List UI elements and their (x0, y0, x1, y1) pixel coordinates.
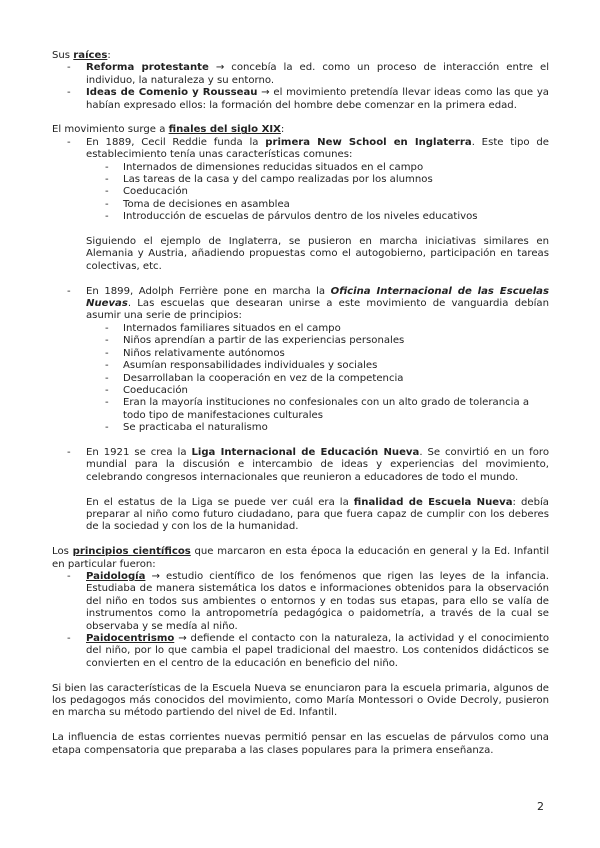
sub-list-item: - Las tareas de la casa y del campo realizadas por los alumnos (105, 174, 433, 186)
sub-list-item: - Internados familiares situados en el campo (105, 322, 341, 334)
sub-list-item: - Niños relativamente autónomos (105, 347, 285, 359)
montessori-paragraph: Si bien las características de la Escuela Nueva se enunciaron para la escuela primaria, algunos de los pedagogos más conocidos del movimiento, como María Montessori o Ovide Decroly, pusieron en marcha su método partiendo del nivel de Ed. Infantil. (52, 682, 549, 719)
movement-intro: El movimiento surge a finales del siglo XIX: (52, 124, 285, 136)
sub-list-item: - Desarrollaban la cooperación en vez de la competencia (105, 372, 404, 384)
list-item: - En 1899, Adolph Ferrière pone en marcha la Oficina Internacional de las Escuelas Nuevas. Las escuelas que desearan unirse a este movimiento de vanguardia debían asumir una serie de principios: (67, 285, 549, 322)
page-number: 2 (537, 800, 544, 813)
principles-list (52, 571, 549, 670)
ferriere-principles (52, 323, 549, 435)
list-item: - Ideas de Comenio y Rousseau → el movimiento pretendía llevar ideas como las que ya habían expresado ellos: la formación del hombre debe comenzar en la primera edad. (67, 87, 549, 111)
list-item: - Reforma protestante → concebía la ed. como un proceso de interacción entre el individuo, la naturaleza y su entorno. (67, 62, 550, 86)
roots-list (52, 62, 549, 112)
sub-list-item: - Se practicaba el naturalismo (105, 422, 268, 434)
movement-list (52, 447, 549, 484)
list-item: - Paidocentrismo → defiende el contacto con la naturaleza, la actividad y el conocimiento del niño, por lo que cambia el papel tradicional del maestro. Los contenidos didácticos se convierten en el centro de la educación en beneficio del niño. (67, 633, 549, 669)
sub-list-item: - Eran la mayoría instituciones no confesionales con un alto grado de tolerancia a todo tipo de manifestaciones culturales (105, 397, 530, 421)
sub-list-item: - Introducción de escuelas de párvulos dentro de los niveles educativos (105, 211, 478, 223)
sub-list-item: - Coeducación (105, 384, 188, 396)
movement-list (52, 137, 549, 162)
sub-list-item: - Coeducación (105, 186, 188, 198)
movement-list (52, 286, 549, 323)
list-item: - Paidología → estudio científico de los fenómenos que rigen las leyes de la infancia. Estudiaba de manera sistemática los datos e informaciones obtenidos para la observación del niño en todos sus ambientes o entornos y en todas sus etapas, para ello se valía de instrumentos como la antropometría pedagógica o paidometría, a través de la cual se observaba y se medía al niño. (67, 570, 549, 632)
sub-list-item: - Asumían responsabilidades individuales y sociales (105, 360, 378, 372)
page-content (52, 50, 549, 757)
list-item: - En 1889, Cecil Reddie funda la primera New School en Inglaterra. Este tipo de establecimiento tenía unas características comunes: (67, 136, 549, 161)
roots-heading: raíces (73, 50, 108, 61)
roots-intro: Sus raíces: (52, 50, 111, 61)
sub-list-item: - Niños aprendían a partir de las experiencias personales (105, 335, 405, 347)
new-school-followup: Siguiendo el ejemplo de Inglaterra, se pusieron en marcha iniciativas similares en Alemania y Austria, añadiendo propuestas como el autogobierno, participación en tareas colectivas, etc. (86, 236, 549, 272)
liga-followup: En el estatus de la Liga se puede ver cuál era la finalidad de Escuela Nueva: debía preparar al niño como futuro ciudadano, para que fuera capaz de cumplir con los deberes de la sociedad y con los de la humanidad. (86, 496, 549, 533)
movement-heading: finales del siglo XIX (168, 124, 281, 136)
list-item: - En 1921 se crea la Liga Internacional de Educación Nueva. Se convirtió en un foro mundial para la discusión e intercambio de ideas y experiencias del movimiento, celebrando congresos internacionales que reunieron a educadores de todo el mundo. (67, 446, 550, 483)
principles-heading: principios científicos (72, 546, 191, 558)
new-school-features (52, 162, 549, 224)
sub-list-item: - Toma de decisiones en asamblea (105, 198, 290, 210)
influence-paragraph: La influencia de estas corrientes nuevas permitió pensar en las escuelas de párvulos como una etapa compensatoria que preparaba a las clases populares para la primera enseñanza. (52, 732, 549, 756)
sub-list-item: - Internados de dimensiones reducidas situados en el campo (105, 161, 424, 173)
principles-intro: Los principios científicos que marcaron en esta época la educación en general y la Ed. Infantil en particular fueron: (52, 546, 549, 570)
